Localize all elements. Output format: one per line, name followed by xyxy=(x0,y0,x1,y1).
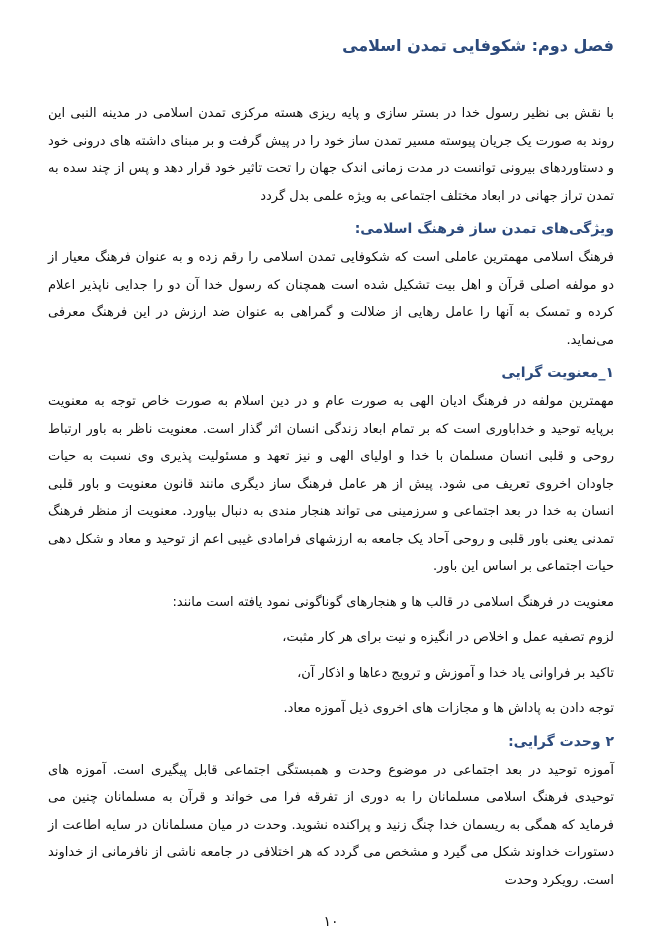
list-item: تاکید بر فراوانی یاد خدا و آموزش و ترویج دعاها و اذکار آن، xyxy=(297,665,614,681)
unity-paragraph: آموزه توحید در بعد اجتماعی در موضوع وحدت و همبستگی اجتماعی قابل پیگیری است. آموزه های توحیدی فرهنگ اسلامی مسلمانان را به دوری از تفرقه فرا می خواند و قرآن به مسلمانان چنین می فرماید که همگی به ریسمان خدا چنگ زنید و پراکنده نشوید. وحدت در میان مسلمانان در سایه اطاعت از دستورات خداوند شکل می گیرد و مشخص می گردد که هر اختلافی در جامعه ناشی از نافرمانی از خداوند است. رویکرد وحدت xyxy=(48,762,614,888)
features-section-heading: ویژگی‌های تمدن ساز فرهنگ اسلامی: xyxy=(354,221,614,237)
document-page xyxy=(48,0,614,940)
list-item: لزوم تصفیه عمل و اخلاص در انگیزه و نیت برای هر کار مثبت، xyxy=(282,630,614,645)
page-number: ۱۰ xyxy=(323,914,339,930)
intro-paragraph: با نقش بی نظیر رسول خدا در بستر سازی و پایه ریزی هسته مرکزی تمدن اسلامی در مدینه النبی این روند به صورت یک جریان پیوسته مسیر تمدن ساز خود را در پیش گرفت و بر مبنای داشته های درونی خود و دستاوردهای بیرونی توانست در مدت زمانی اندک جهان را تحت تاثیر خود قرار دهد و پس از چند سده به تمدن تراز جهانی در ابعاد مختلف اجتماعی به ویژه علمی بدل گردد xyxy=(48,106,614,204)
list-item: توجه دادن به پاداش ها و مجازات های اخروی ذیل آموزه معاد. xyxy=(283,701,614,716)
chapter-title: فصل دوم: شکوفایی تمدن اسلامی xyxy=(342,36,614,55)
spirituality-list-intro: معنویت در فرهنگ اسلامی در قالب ها و هنجارهای گوناگونی نمود یافته است مانند: xyxy=(172,594,614,610)
unity-section-heading: ۲ وحدت گرایی: xyxy=(508,733,614,750)
features-paragraph: فرهنگ اسلامی مهمترین عاملی است که شکوفایی تمدن اسلامی را رقم زده و به عنوان فرهنگ معیار از دو مولفه اصلی قرآن و اهل بیت تشکیل شده است همچنان که رسول خدا آن دو را جدایی ناپذیر اعلام کرده و تمسک به آنها را عامل رهایی از ضلالت و گمراهی به عنوان ضد ارزش در این فرهنگ معرفی می‌نماید. xyxy=(48,250,614,348)
spirituality-section-heading: ۱_معنویت گرایی xyxy=(501,365,614,381)
body-text xyxy=(48,100,614,894)
spirituality-paragraph: مهمترین مولفه در فرهنگ ادیان الهی به صورت عام و در دین اسلام به صورت خاص توجه به معنویت برپایه توحید و خداباوری است که بر تمام ابعاد زندگی انسان اثر گذار است. معنویت ناظر به باور ارتباط روحی و قلبی انسان مسلمان با خدا و اولیای الهی و نیز تعهد و مسئولیت پذیری وی نسبت به حیات جاودان اخروی تعریف می شود. پیش از هر عامل فرهنگ ساز دیگری مانند قانون معنویت و باور قلبی انسان به خدا در بعد اجتماعی و سرزمینی می تواند هنجار مندی به دنبال بیاورد. معنویت از منظر فرهنگ تمدنی یعنی باور قلبی و روحی آحاد یک جامعه به ارزشهای فرامادی غیبی اعم از توحید و معاد و شکل دهی حیات اجتماعی بر اساس این باور. xyxy=(48,394,614,574)
